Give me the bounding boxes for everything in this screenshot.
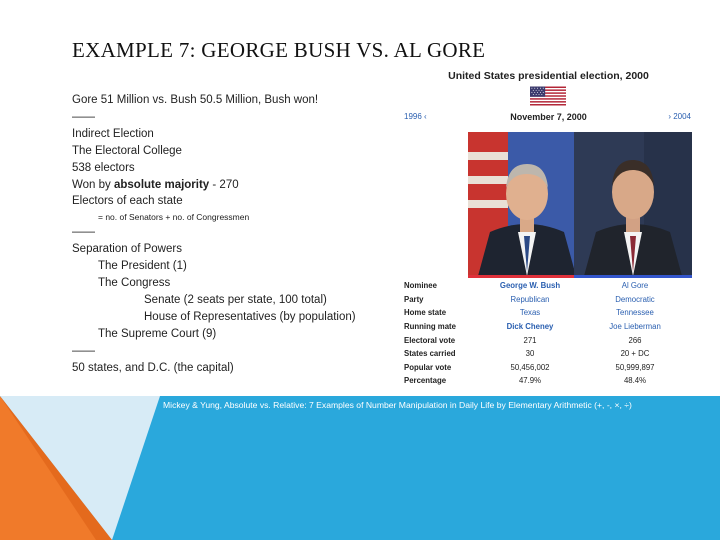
footer-citation: Mickey & Yung, Absolute vs. Relative: 7 Examples of Number Manipulation in Daily Life by Elementary Arithmetic (+, -, ×, ÷) <box>163 400 632 410</box>
house-line: House of Representatives (by population) <box>144 310 356 323</box>
result-line: Gore 51 Million vs. Bush 50.5 Million, Bush won! <box>72 94 319 106</box>
gore-value: 266 <box>628 335 642 345</box>
electors-state-line: Electors of each state <box>72 195 183 208</box>
gore-value[interactable]: Democratic <box>615 294 655 304</box>
election-infobox <box>402 68 695 394</box>
row-label: Home state <box>404 308 447 318</box>
bush-value: 50,456,002 <box>510 362 550 372</box>
row-label: States carried <box>404 349 456 359</box>
infobox-row <box>404 279 690 293</box>
slide-title: EXAMPLE 7: GEORGE BUSH VS. AL GORE <box>72 38 486 62</box>
footer-band <box>0 396 720 540</box>
gore-value: 50,999,897 <box>615 362 655 372</box>
separator: —— <box>72 226 95 239</box>
bush-value[interactable]: Dick Cheney <box>506 322 554 332</box>
bush-value: 30 <box>525 349 535 359</box>
row-label: Party <box>404 294 424 304</box>
bush-value[interactable]: George W. Bush <box>499 281 561 291</box>
indirect-election-line: Indirect Election <box>72 127 154 140</box>
formula-line: = no. of Senators + no. of Congressmen <box>98 212 250 223</box>
infobox-row <box>404 293 690 307</box>
bush-value[interactable]: Texas <box>519 308 541 318</box>
election-date: November 7, 2000 <box>510 112 587 122</box>
previous-election-link[interactable]: 1996 ‹ <box>404 112 427 121</box>
row-label: Popular vote <box>404 362 452 372</box>
infobox-title: United States presidential election, 2000 <box>448 70 649 82</box>
us-flag-icon <box>530 86 566 106</box>
separation-line: Separation of Powers <box>72 243 182 256</box>
infobox-row <box>404 320 690 334</box>
electors-line: 538 electors <box>72 161 135 174</box>
infobox-row <box>404 361 690 375</box>
senate-line: Senate (2 seats per state, 100 total) <box>144 293 327 306</box>
gore-value[interactable]: Al Gore <box>621 281 649 291</box>
separator: —— <box>72 344 95 357</box>
court-line: The Supreme Court (9) <box>98 327 217 340</box>
majority-line <box>72 177 402 194</box>
republican-color-bar <box>468 275 586 278</box>
bush-portrait-image <box>468 132 586 276</box>
row-label: Nominee <box>404 281 437 291</box>
infobox-row <box>404 347 690 361</box>
next-election-link[interactable]: › 2004 <box>668 112 691 121</box>
bush-value[interactable]: Republican <box>510 294 550 304</box>
candidate-table <box>404 279 690 388</box>
congress-line: The Congress <box>98 277 171 290</box>
won-by-text: Won by <box>72 178 114 191</box>
gore-value: 20 + DC <box>620 349 650 359</box>
infobox-row <box>404 306 690 320</box>
gore-portrait-image <box>574 132 692 276</box>
gore-value[interactable]: Tennessee <box>616 308 654 318</box>
infobox-row <box>404 333 690 347</box>
infobox-row <box>404 374 690 388</box>
row-label: Running mate <box>404 322 456 332</box>
absolute-majority-text: absolute majority <box>113 178 210 191</box>
president-line: The President (1) <box>98 260 187 273</box>
bush-value: 47.9% <box>518 376 542 386</box>
slide-body <box>72 92 402 377</box>
electoral-college-line: The Electoral College <box>72 144 182 157</box>
row-label: Percentage <box>404 376 447 386</box>
majority-number: - 270 <box>209 178 239 191</box>
separator: —— <box>72 110 95 123</box>
democratic-color-bar <box>574 275 692 278</box>
row-label: Electoral vote <box>404 335 456 345</box>
states-line: 50 states, and D.C. (the capital) <box>72 361 234 374</box>
bush-value: 271 <box>523 335 537 345</box>
gore-value: 48.4% <box>623 376 647 386</box>
gore-value[interactable]: Joe Lieberman <box>609 322 661 332</box>
